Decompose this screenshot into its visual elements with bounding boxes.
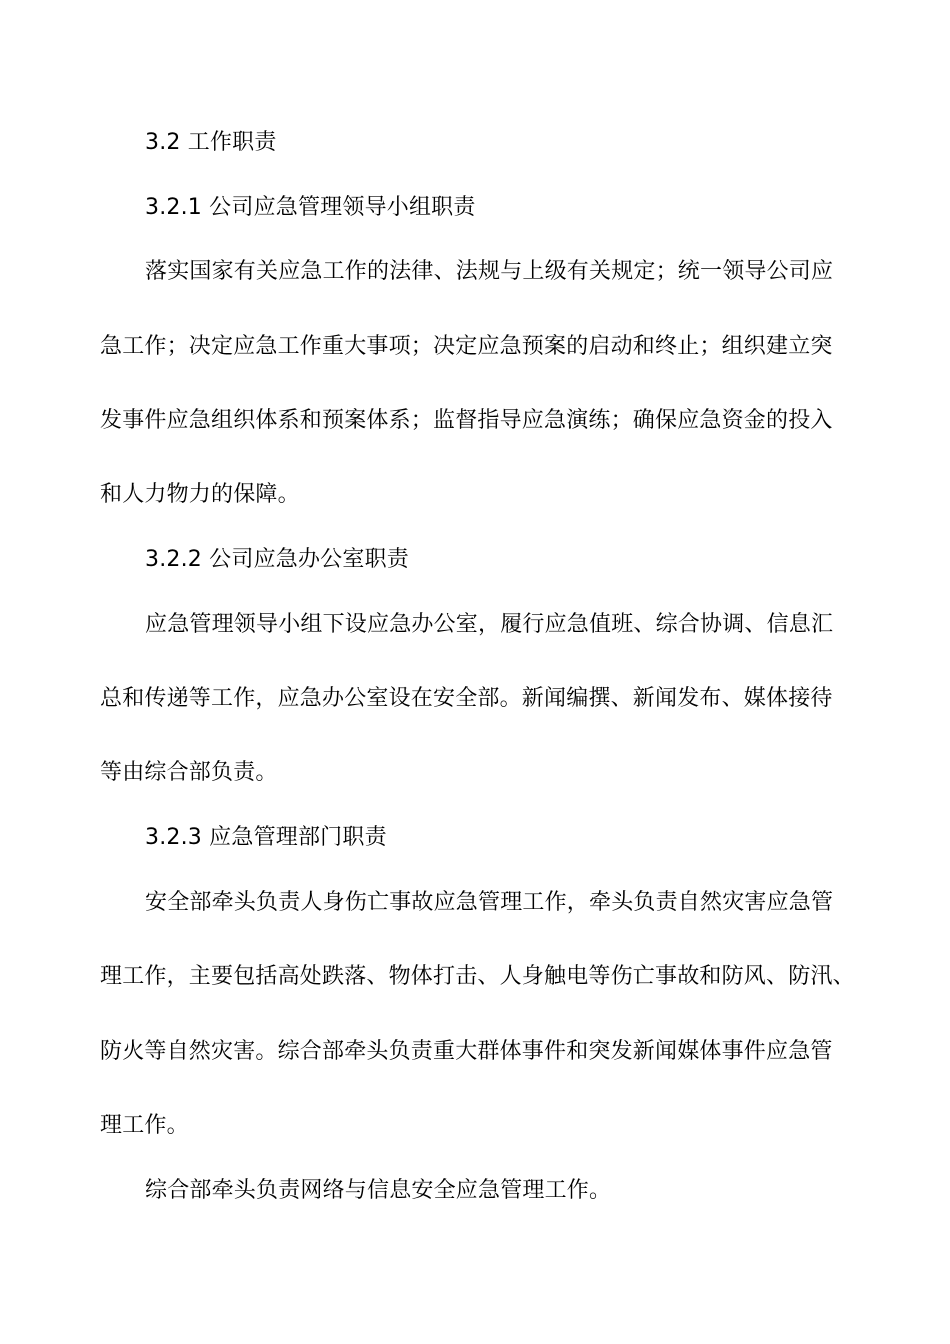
paragraph-line: 落实国家有关应急工作的法律、法规与上级有关规定；统一领导公司应: [145, 259, 834, 284]
section-heading-3-2-3: 3.2.3 应急管理部门职责: [145, 825, 387, 850]
paragraph-line: 和人力物力的保障。: [100, 482, 300, 507]
paragraph-line: 理工作，主要包括高处跌落、物体打击、人身触电等伤亡事故和防风、防汛、: [100, 964, 855, 989]
paragraph-line: 综合部牵头负责网络与信息安全应急管理工作。: [145, 1178, 612, 1203]
paragraph-line: 急工作；决定应急工作重大事项；决定应急预案的启动和终止；组织建立突: [100, 334, 833, 359]
paragraph-line: 应急管理领导小组下设应急办公室，履行应急值班、综合协调、信息汇: [145, 612, 834, 637]
section-heading-3-2: 3.2 工作职责: [145, 130, 277, 155]
section-heading-3-2-1: 3.2.1 公司应急管理领导小组职责: [145, 195, 476, 220]
paragraph-line: 总和传递等工作，应急办公室设在安全部。新闻编撰、新闻发布、媒体接待: [100, 686, 833, 711]
paragraph-line: 理工作。: [100, 1113, 189, 1138]
paragraph-line: 防火等自然灾害。综合部牵头负责重大群体事件和突发新闻媒体事件应急管: [100, 1039, 833, 1064]
paragraph-line: 安全部牵头负责人身伤亡事故应急管理工作，牵头负责自然灾害应急管: [145, 890, 834, 915]
paragraph-line: 等由综合部负责。: [100, 760, 278, 785]
paragraph-line: 发事件应急组织体系和预案体系；监督指导应急演练；确保应急资金的投入: [100, 408, 833, 433]
section-heading-3-2-2: 3.2.2 公司应急办公室职责: [145, 547, 409, 572]
